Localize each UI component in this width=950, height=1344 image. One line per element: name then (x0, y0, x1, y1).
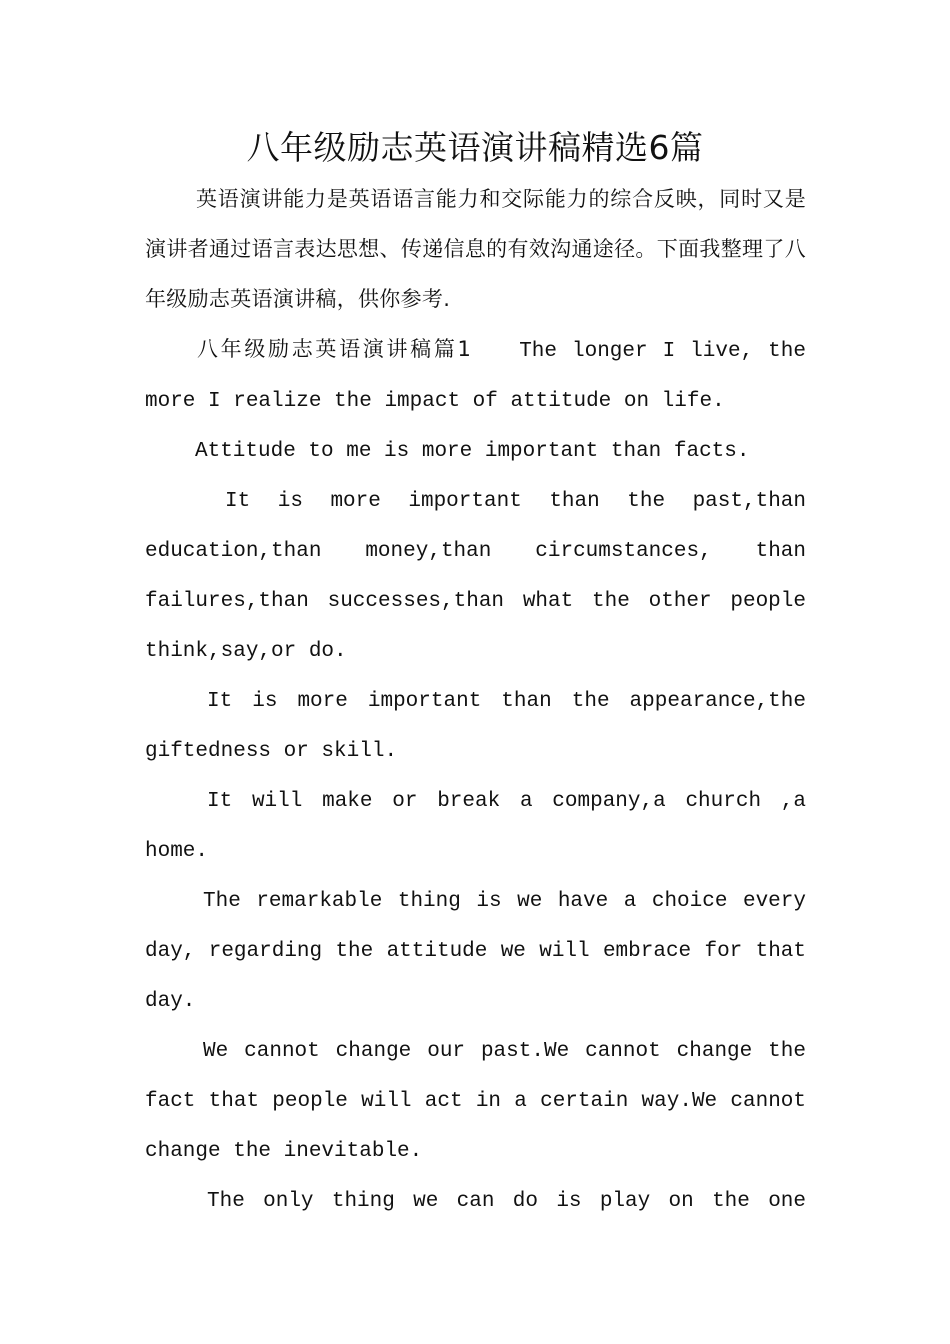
section-heading-paragraph (145, 324, 806, 427)
document-title: 八年级励志英语演讲稿精选6篇 (246, 128, 704, 167)
document-body (145, 174, 806, 1227)
body-paragraph-2: It is more important than the past,than education,than money,than circumstances, than failures,than successes,than what the other people think,say,or do. (145, 490, 806, 663)
body-paragraph-3: It is more important than the appearance,the giftedness or skill. (145, 690, 806, 763)
body-paragraph-4: It will make or break a company,a church ,a home. (145, 790, 806, 863)
section-first-sentence: The longer I live, the more I realize the impact of attitude on life. (145, 340, 806, 413)
body-paragraph-5: The remarkable thing is we have a choice every day, regarding the attitude we will embrace for that day. (145, 890, 806, 1013)
body-paragraph-7: The only thing we can do is play on the one (207, 1190, 806, 1213)
body-paragraph-6: We cannot change our past.We cannot change the fact that people will act in a certain way.We cannot change the inevitable. (145, 1040, 806, 1163)
intro-paragraph: 英语演讲能力是英语语言能力和交际能力的综合反映，同时又是演讲者通过语言表达思想、传递信息的有效沟通途径。下面我整理了八年级励志英语演讲稿，供你参考. (145, 187, 806, 311)
body-paragraph-1: Attitude to me is more important than facts. (195, 440, 750, 463)
section-heading: 八年级励志英语演讲稿篇1 (197, 337, 472, 361)
